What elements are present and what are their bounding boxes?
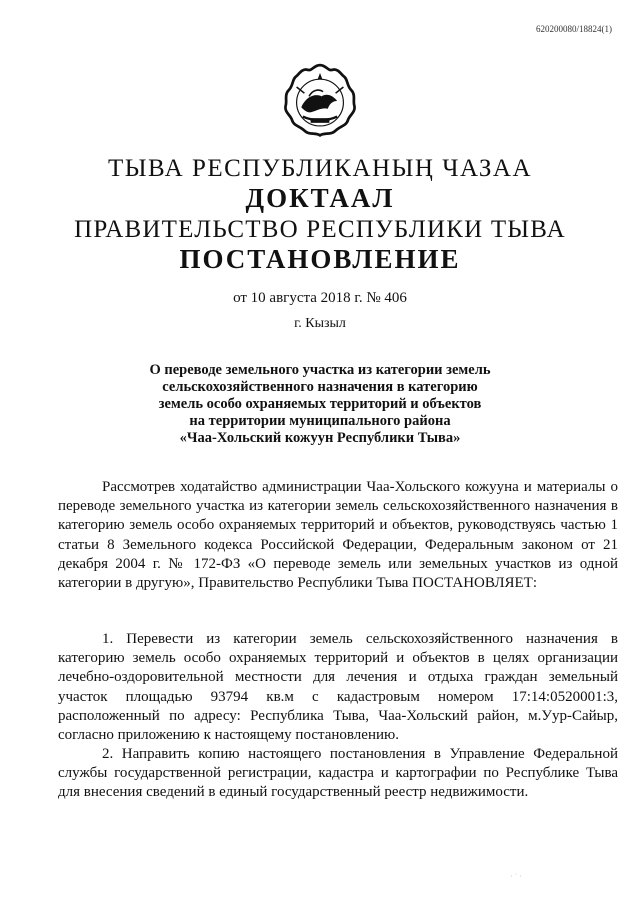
item-1-text: 1. Перевести из категории земель сельскохозяйственного назначения в категорию земель особо охраняемых территорий и объектов в целях организации лечебно-оздоровительной местности для лечения и отдыха граждан земельный участок площадью 93794 кв.м с кадастровым номером 17:14:0520001:3, расположенный по адресу: Республика Тыва, Чаа-Хольский район, м.Уур-Сайыр, согласно приложению к настоящему постановлению. <box>58 631 618 744</box>
russian-government-title: ПРАВИТЕЛЬСТВО РЕСПУБЛИКИ ТЫВА <box>74 216 566 243</box>
title-line: «Чаа-Хольский кожуун Республики Тыва» <box>179 430 461 446</box>
preamble-text: Рассмотрев ходатайство администрации Чаа-Хольского кожууна и материалы о переводе земельного участка из категории земель сельскохозяйственного назначения в категорию земель особо охраняемых территорий и объектов, руководствуясь частью 1 статьи 8 Земельного кодекса Российской Федерации, Федеральным законом от 21 декабря 2004 г. № 172-ФЗ «О переводе земель или земельных участков из одной категории в другую», Правительство Республики Тыва ПОСТАНОВЛЯЕТ: <box>58 479 618 592</box>
item-1-paragraph <box>58 630 618 745</box>
russian-document-type: ПОСТАНОВЛЕНИЕ <box>179 244 461 274</box>
scan-specks-icon: · ˙ · <box>510 872 522 881</box>
item-2-paragraph <box>58 745 618 803</box>
document-title <box>0 362 640 447</box>
tuva-document-type: ДОКТААЛ <box>245 183 395 213</box>
tuva-coat-of-arms-icon <box>281 62 359 140</box>
title-line: О переводе земельного участка из категории земель <box>149 362 491 378</box>
title-line: сельскохозяйственного назначения в категорию <box>162 379 478 395</box>
item-2-text: 2. Направить копию настоящего постановления в Управление Федеральной службы государственной регистрации, кадастра и картографии по Республике Тыва для внесения сведений в единый государственный реестр недвижимости. <box>58 746 618 801</box>
document-number: 620200080/18824(1) <box>536 24 612 34</box>
title-line: земель особо охраняемых территорий и объектов <box>158 396 482 412</box>
title-line: на территории муниципального района <box>189 413 451 429</box>
document-date: от 10 августа 2018 г. № 406 <box>233 290 407 306</box>
preamble-paragraph <box>58 478 618 593</box>
tuva-government-title: ТЫВА РЕСПУБЛИКАНЫҢ ЧАЗАА <box>107 155 533 182</box>
document-city: г. Кызыл <box>294 316 346 331</box>
